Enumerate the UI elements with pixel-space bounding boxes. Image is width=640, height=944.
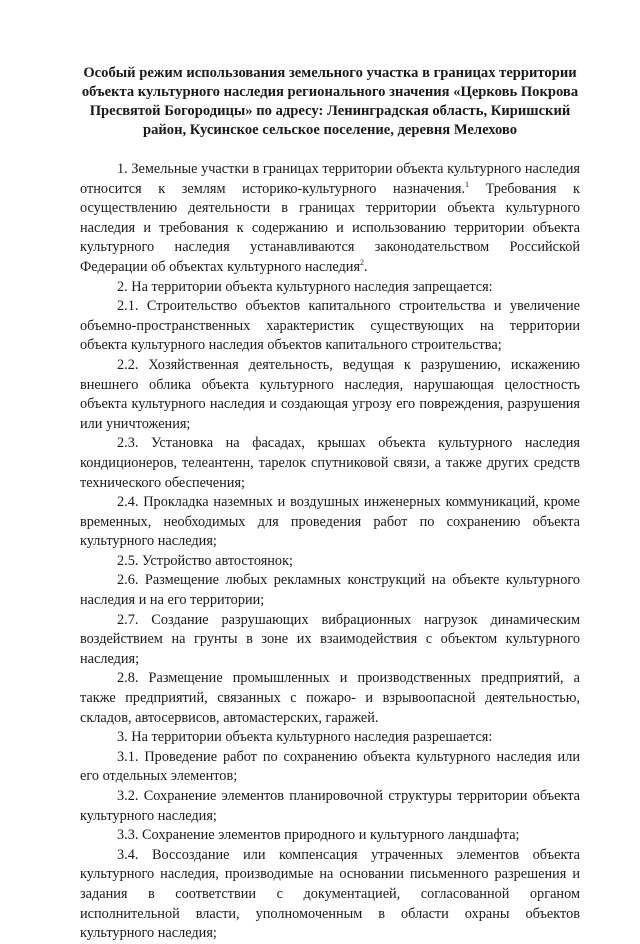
paragraph-1-text-a: 1. Земельные участки в границах территории объекта культурного наследия относится к землям историко-культурного назначения.: [80, 161, 580, 197]
paragraph-1: [80, 160, 580, 278]
footnote-ref-2: 2: [360, 258, 365, 268]
paragraph-1-text-c: .: [364, 258, 368, 275]
paragraph-2-1: 2.1. Строительство объектов капитального строительства и увеличение объемно-пространственных характеристик существующих на территории объекта культурного наследия объектов капитального строительства;: [80, 298, 580, 354]
paragraph-3-3: 3.3. Сохранение элементов природного и культурного ландшафта;: [117, 827, 520, 844]
paragraph-3-1: 3.1. Проведение работ по сохранению объекта культурного наследия или его отдельных элементов;: [80, 748, 580, 785]
paragraph-2-3: 2.3. Установка на фасадах, крышах объекта культурного наследия кондиционеров, телеантенн, тарелок спутниковой связи, а также других средств технического обеспечения;: [80, 435, 580, 491]
paragraph-2: 2. На территории объекта культурного наследия запрещается:: [117, 278, 493, 295]
paragraph-3: 3. На территории объекта культурного наследия разрешается:: [117, 729, 493, 746]
paragraph-3-4: 3.4. Воссоздание или компенсация утраченных элементов объекта культурного наследия, производимые на основании письменного разрешения и задания в соответствии с документацией, согласованной органом исполнительной власти, уполномоченным в области охраны объектов культурного наследия;: [80, 846, 580, 942]
paragraph-1-text-b: Требования к осуществлению деятельности в границах территории объекта культурного наследия и требования к содержанию и использованию территории объекта культурного наследия устанавливаются законодательством Российской Федерации об объектах культурного наследия: [80, 180, 580, 275]
paragraph-2-7: 2.7. Создание разрушающих вибрационных нагрузок динамическим воздействием на грунты в зоне их взаимодействия с объектом культурного наследия;: [80, 611, 580, 667]
paragraph-2-4: 2.4. Прокладка наземных и воздушных инженерных коммуникаций, кроме временных, необходимых для проведения работ по сохранению объекта культурного наследия;: [80, 494, 580, 550]
paragraph-2-2: 2.2. Хозяйственная деятельность, ведущая к разрушению, искажению внешнего облика объекта культурного наследия, нарушающая целостность объекта культурного наследия и создающая угрозу его повреждения, разрушения или уничтожения;: [80, 356, 580, 432]
paragraph-2-8: 2.8. Размещение промышленных и производственных предприятий, а также предприятий, связанных с пожаро- и взрывоопасной деятельностью, складов, автосервисов, автомастерских, гаражей.: [80, 670, 580, 726]
document-title: Особый режим использования земельного участка в границах территории объекта культурного наследия регионального значения «Церковь Покрова Пресвятой Богородицы» по адресу: Ленинградская область, Киришский район, Кусинское сельское поселение, деревня Мелехово: [81, 65, 579, 138]
footnote-ref-1: 1: [465, 179, 470, 189]
paragraph-2-5: 2.5. Устройство автостоянок;: [117, 552, 293, 569]
document-page: [80, 64, 580, 944]
paragraph-3-2: 3.2. Сохранение элементов планировочной структуры территории объекта культурного наследия;: [80, 788, 580, 824]
paragraph-2-6: 2.6. Размещение любых рекламных конструкций на объекте культурного наследия и на его территории;: [80, 572, 580, 609]
